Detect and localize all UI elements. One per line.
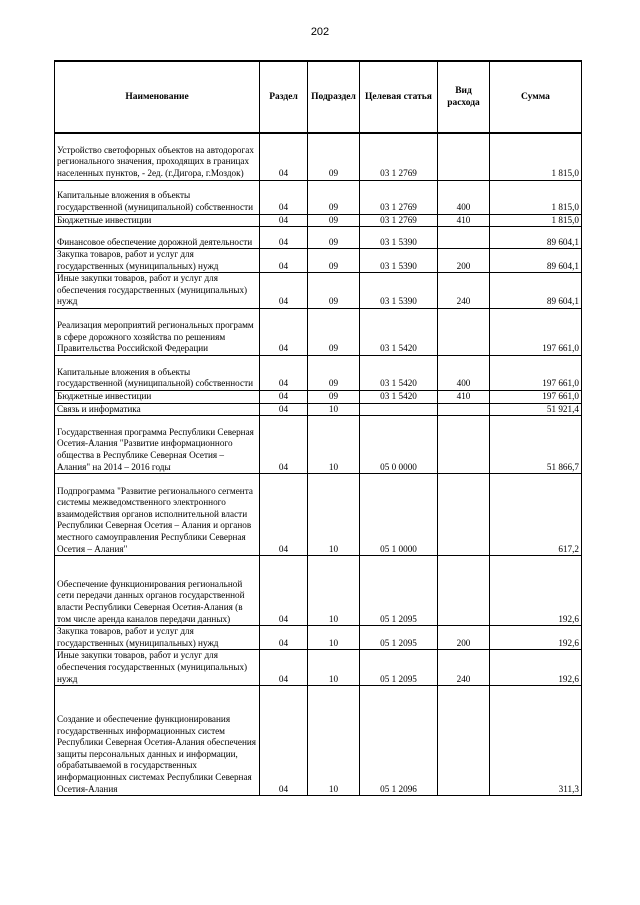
cell-name: Устройство светофорных объектов на автодорогах регионального значения, проходящих в границах населенных пунктов, - 2ед. (г.Дигора, г.Моздок) — [55, 133, 260, 180]
cell-razdel: 04 — [260, 474, 308, 556]
cell-name: Создание и обеспечение функционирования государственных информационных систем Республики Северная Осетия-Алания обеспечения защиты персональных данных и информации, обрабатываемой в государственных информационных системах Республики Северная Осетия-Алания — [55, 686, 260, 796]
cell-summa: 197 661,0 — [490, 391, 582, 404]
cell-name: Реализация мероприятий региональных программ в сфере дорожного хозяйства по решениям Правительства Российской Федерации — [55, 309, 260, 356]
cell-podrazdel: 09 — [308, 227, 360, 249]
table-row — [55, 180, 582, 214]
cell-vid: 410 — [438, 214, 490, 227]
cell-razdel: 04 — [260, 214, 308, 227]
cell-podrazdel: 09 — [308, 249, 360, 273]
cell-statya: 03 1 5390 — [360, 249, 438, 273]
cell-vid: 400 — [438, 180, 490, 214]
cell-summa: 1 815,0 — [490, 133, 582, 180]
cell-vid: 240 — [438, 650, 490, 686]
cell-razdel: 04 — [260, 416, 308, 474]
cell-statya: 05 1 0000 — [360, 474, 438, 556]
table-row — [55, 686, 582, 796]
table-row — [55, 309, 582, 356]
cell-statya — [360, 403, 438, 416]
cell-vid: 240 — [438, 273, 490, 309]
table-row — [55, 133, 582, 180]
cell-name: Обеспечение функционирования региональной сети передачи данных органов государственной власти Республики Северная Осетия-Алания (в том числе аренда каналов передачи данных) — [55, 556, 260, 626]
cell-podrazdel: 09 — [308, 214, 360, 227]
table-row — [55, 474, 582, 556]
cell-statya: 05 1 2095 — [360, 626, 438, 650]
cell-podrazdel: 09 — [308, 309, 360, 356]
header-name: Наименование — [55, 61, 260, 133]
table-row — [55, 391, 582, 404]
cell-vid: 200 — [438, 249, 490, 273]
cell-summa: 192,6 — [490, 626, 582, 650]
cell-razdel: 04 — [260, 227, 308, 249]
cell-podrazdel: 10 — [308, 474, 360, 556]
table-row — [55, 650, 582, 686]
cell-summa: 1 815,0 — [490, 214, 582, 227]
cell-podrazdel: 10 — [308, 626, 360, 650]
cell-podrazdel: 09 — [308, 273, 360, 309]
cell-podrazdel: 10 — [308, 416, 360, 474]
cell-vid — [438, 133, 490, 180]
cell-summa: 1 815,0 — [490, 180, 582, 214]
cell-summa: 51 866,7 — [490, 416, 582, 474]
table-row — [55, 403, 582, 416]
cell-podrazdel: 10 — [308, 650, 360, 686]
cell-podrazdel: 10 — [308, 686, 360, 796]
cell-statya: 03 1 2769 — [360, 180, 438, 214]
page-number: 202 — [310, 26, 330, 38]
cell-name: Связь и информатика — [55, 403, 260, 416]
header-summa: Сумма — [490, 61, 582, 133]
cell-razdel: 04 — [260, 356, 308, 391]
cell-statya: 03 1 5390 — [360, 227, 438, 249]
cell-razdel: 04 — [260, 626, 308, 650]
cell-razdel: 04 — [260, 391, 308, 404]
cell-statya: 03 1 2769 — [360, 214, 438, 227]
table-row — [55, 249, 582, 273]
cell-podrazdel: 10 — [308, 556, 360, 626]
cell-statya: 03 1 2769 — [360, 133, 438, 180]
cell-summa: 192,6 — [490, 650, 582, 686]
cell-name: Капитальные вложения в объекты государственной (муниципальной) собственности — [55, 356, 260, 391]
cell-vid — [438, 416, 490, 474]
cell-razdel: 04 — [260, 273, 308, 309]
cell-name: Подпрограмма "Развитие регионального сегмента системы межведомственного электронного взаимодействия органов исполнительной власти Республики Северная Осетия – Алания и органов местного самоуправления Республики Северная Осетия – Алания" — [55, 474, 260, 556]
cell-vid — [438, 474, 490, 556]
budget-table — [54, 60, 582, 796]
cell-razdel: 04 — [260, 556, 308, 626]
header-statya: Целевая статья — [360, 61, 438, 133]
cell-vid — [438, 556, 490, 626]
cell-name: Иные закупки товаров, работ и услуг для обеспечения государственных (муниципальных) нужд — [55, 273, 260, 309]
cell-razdel: 04 — [260, 309, 308, 356]
cell-razdel: 04 — [260, 180, 308, 214]
cell-name: Финансовое обеспечение дорожной деятельности — [55, 227, 260, 249]
cell-razdel: 04 — [260, 133, 308, 180]
table-row — [55, 416, 582, 474]
cell-vid — [438, 309, 490, 356]
cell-statya: 05 1 2096 — [360, 686, 438, 796]
cell-statya: 03 1 5420 — [360, 309, 438, 356]
cell-summa: 311,3 — [490, 686, 582, 796]
cell-razdel: 04 — [260, 403, 308, 416]
cell-vid — [438, 403, 490, 416]
cell-podrazdel: 09 — [308, 356, 360, 391]
cell-statya: 05 1 2095 — [360, 650, 438, 686]
header-razdel: Раздел — [260, 61, 308, 133]
cell-name: Государственная программа Республики Северная Осетия-Алания "Развитие информационного общества в Республике Северная Осетия – Алания" на 2014 – 2016 годы — [55, 416, 260, 474]
cell-vid — [438, 686, 490, 796]
cell-summa: 89 604,1 — [490, 273, 582, 309]
cell-podrazdel: 09 — [308, 180, 360, 214]
cell-summa: 617,2 — [490, 474, 582, 556]
cell-summa: 89 604,1 — [490, 249, 582, 273]
table-row — [55, 556, 582, 626]
cell-razdel: 04 — [260, 249, 308, 273]
table-row — [55, 214, 582, 227]
cell-name: Закупка товаров, работ и услуг для государственных (муниципальных) нужд — [55, 626, 260, 650]
cell-statya: 05 1 2095 — [360, 556, 438, 626]
cell-name: Капитальные вложения в объекты государственной (муниципальной) собственности — [55, 180, 260, 214]
cell-name: Закупка товаров, работ и услуг для государственных (муниципальных) нужд — [55, 249, 260, 273]
cell-razdel: 04 — [260, 650, 308, 686]
cell-vid: 200 — [438, 626, 490, 650]
cell-statya: 03 1 5420 — [360, 391, 438, 404]
cell-summa: 51 921,4 — [490, 403, 582, 416]
header-podrazdel: Подраздел — [308, 61, 360, 133]
table-row — [55, 227, 582, 249]
cell-podrazdel: 09 — [308, 391, 360, 404]
cell-razdel: 04 — [260, 686, 308, 796]
table-row — [55, 626, 582, 650]
table-row — [55, 273, 582, 309]
cell-summa: 89 604,1 — [490, 227, 582, 249]
table-header-row — [55, 61, 582, 133]
cell-name: Бюджетные инвестиции — [55, 214, 260, 227]
cell-statya: 03 1 5390 — [360, 273, 438, 309]
cell-vid: 410 — [438, 391, 490, 404]
cell-summa: 197 661,0 — [490, 309, 582, 356]
cell-statya: 03 1 5420 — [360, 356, 438, 391]
header-vid: Вид расхода — [438, 61, 490, 133]
cell-statya: 05 0 0000 — [360, 416, 438, 474]
cell-podrazdel: 10 — [308, 403, 360, 416]
cell-podrazdel: 09 — [308, 133, 360, 180]
cell-name: Бюджетные инвестиции — [55, 391, 260, 404]
cell-vid — [438, 227, 490, 249]
cell-summa: 192,6 — [490, 556, 582, 626]
cell-summa: 197 661,0 — [490, 356, 582, 391]
cell-name: Иные закупки товаров, работ и услуг для обеспечения государственных (муниципальных) нужд — [55, 650, 260, 686]
cell-vid: 400 — [438, 356, 490, 391]
table-row — [55, 356, 582, 391]
